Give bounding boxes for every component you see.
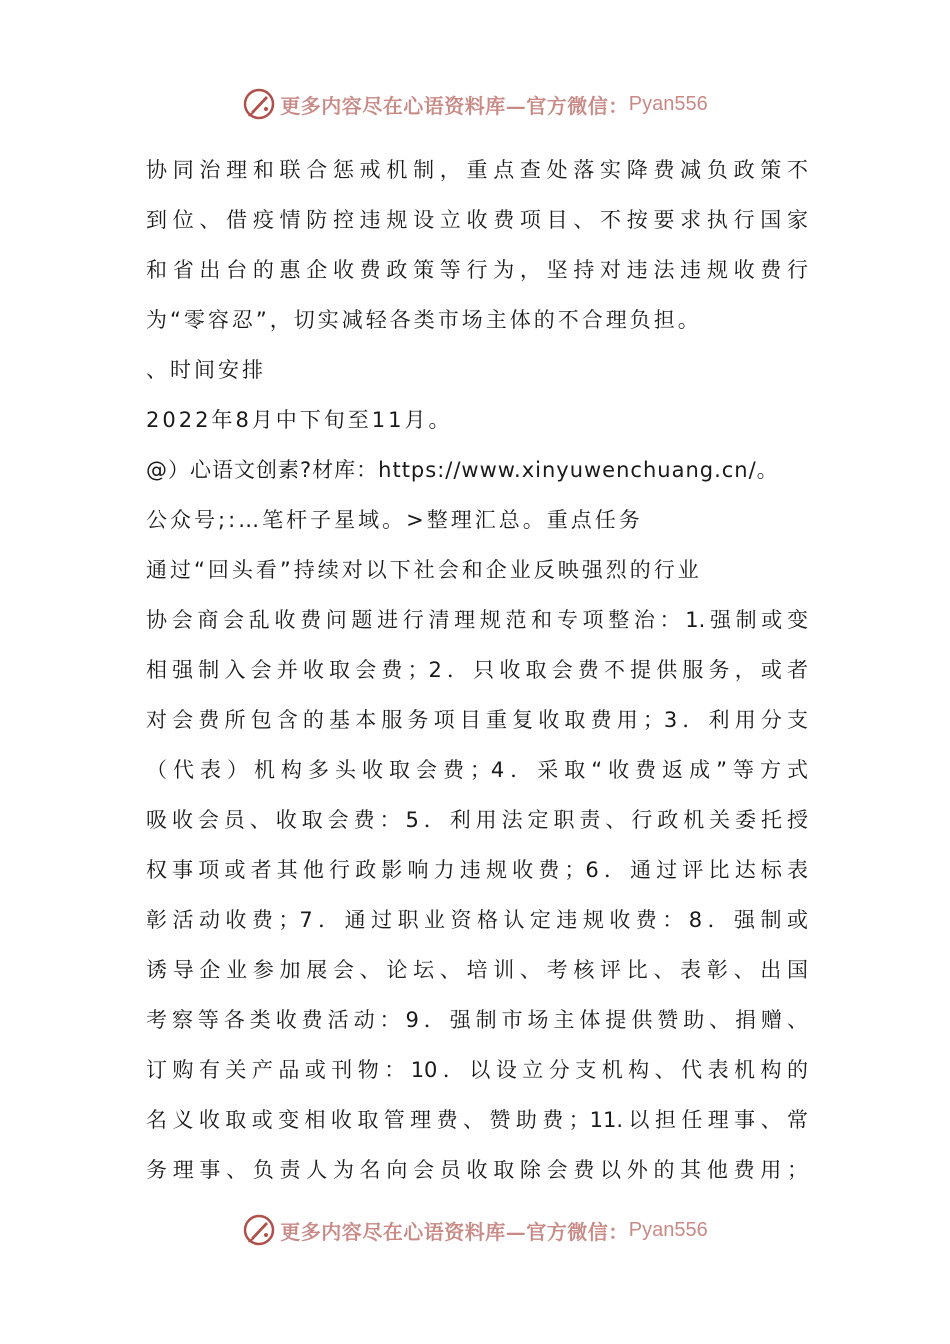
section-heading: 、时间安排 (146, 358, 266, 382)
text-line: 为“零容忍”，切实减轻各类市场主体的不合理负担。 (146, 308, 702, 332)
text-line: 名义收取或变相收取管理费、赞助费；11.以担任理事、常 (146, 1108, 808, 1132)
text-line: 到位、借疫情防控违规设立收费项目、不按要求执行国家 (146, 208, 808, 232)
document-body (146, 145, 808, 1195)
text-line: 对会费所包含的基本服务项目重复收取费用；3．利用分支 (146, 708, 808, 732)
text-line: 2022年8月中下旬至11月。 (146, 408, 453, 432)
text-line: 彰活动收费；7．通过职业资格认定违规收费：8．强制或 (146, 908, 808, 932)
header-watermark-id: Pyan556 (628, 92, 708, 115)
text-line: 相强制入会并收取会费；2．只收取会费不提供服务，或者 (146, 658, 808, 682)
text-line: @）心语文创素?材库：https://www.xinyuwenchuang.cn/。 (146, 458, 779, 482)
text-line: 考察等各类收费活动：9．强制市场主体提供赞助、捐赠、 (146, 1008, 808, 1032)
text-line: 务理事、负责人为名向会员收取除会费以外的其他费用； (146, 1158, 808, 1182)
text-line: 通过“回头看”持续对以下社会和企业反映强烈的行业 (146, 558, 702, 582)
text-line: 协会商会乱收费问题进行清理规范和专项整治：1.强制或变 (146, 608, 808, 632)
text-line: 公众号;:…笔杆子星域。>整理汇总。重点任务 (146, 508, 643, 532)
text-line: 和省出台的惠企收费政策等行为，坚持对违法违规收费行 (146, 258, 808, 282)
brush-logo-icon (242, 1213, 276, 1247)
footer-watermark-text: 更多内容尽在心语资料库—官方微信： (280, 1219, 629, 1244)
footer-watermark-id: Pyan556 (628, 1218, 708, 1241)
header-watermark (0, 84, 950, 124)
text-line: 吸收会员、收取会费：5．利用法定职责、行政机关委托授 (146, 808, 808, 832)
text-line: 协同治理和联合惩戒机制，重点查处落实降费减负政策不 (146, 158, 808, 182)
text-line: 订购有关产品或刊物：10．以设立分支机构、代表机构的 (146, 1058, 808, 1082)
header-watermark-text: 更多内容尽在心语资料库—官方微信： (280, 93, 629, 118)
text-line: （代表）机构多头收取会费；4．采取“收费返成”等方式 (146, 758, 808, 782)
brush-logo-icon (242, 87, 276, 121)
text-line: 诱导企业参加展会、论坛、培训、考核评比、表彰、出国 (146, 958, 808, 982)
text-line: 权事项或者其他行政影响力违规收费；6．通过评比达标表 (146, 858, 808, 882)
footer-watermark (0, 1210, 950, 1250)
